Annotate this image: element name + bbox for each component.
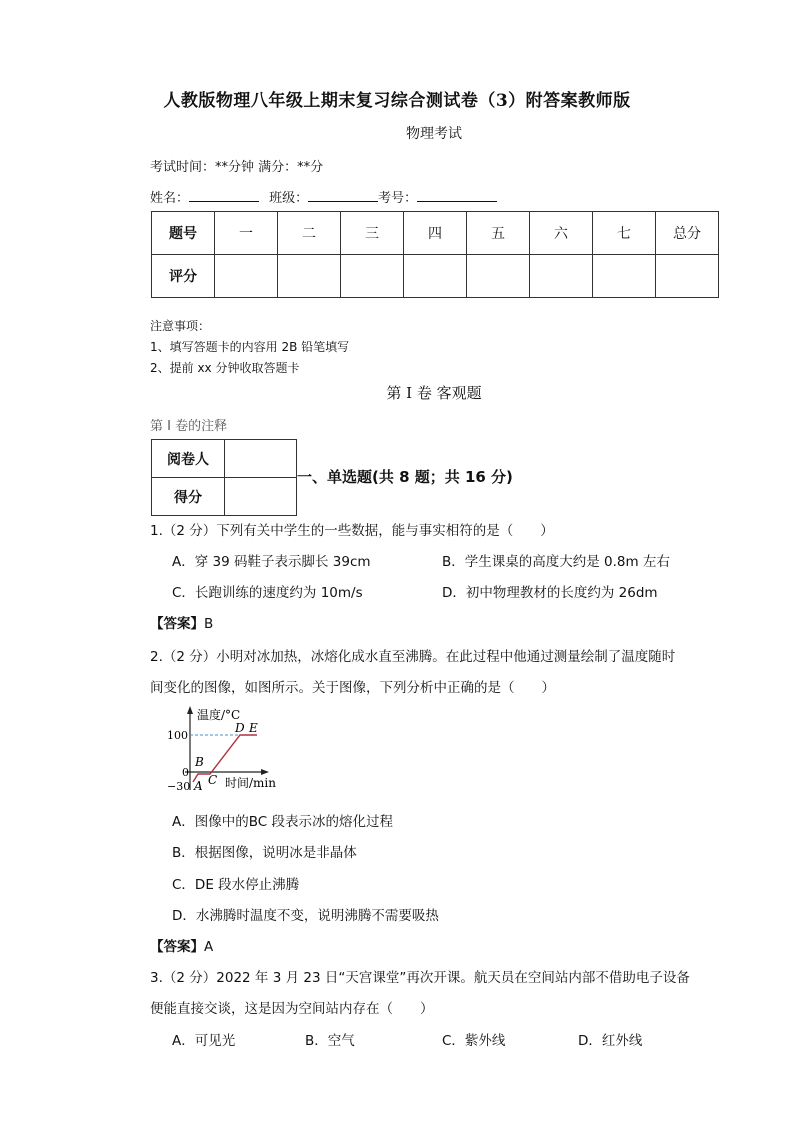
name-label: 姓名： [150, 191, 190, 206]
class-label: 班级： [269, 191, 309, 206]
point-c-label: C [208, 773, 218, 787]
score-cell[interactable] [341, 255, 404, 298]
score-table [151, 211, 719, 298]
notes-item: 1、填写答题卡的内容用 2B 铅笔填写 [150, 340, 350, 354]
score-header-cell: 总分 [656, 212, 719, 255]
tick-100: 100 [167, 729, 188, 742]
question-2-option-d[interactable]: D．水沸腾时温度不变，说明沸腾不需要吸热 [172, 908, 439, 924]
number-label: 考号： [378, 191, 418, 206]
score-row-label: 评分 [152, 255, 215, 298]
score-table-header-row [152, 212, 719, 255]
part1-heading: 一、单选题(共 8 题；共 16 分) [297, 468, 513, 486]
notes-item: 2、提前 xx 分钟收取答题卡 [150, 361, 300, 375]
answer-value: A [204, 939, 214, 955]
question-3-stem-line1: 3.（2 分）2022 年 3 月 23 日“天宫课堂”再次开课。航天员在空间站内部不借助电子设备 [150, 970, 690, 986]
score-header-cell: 四 [404, 212, 467, 255]
question-3-option-b[interactable]: B．空气 [305, 1033, 355, 1049]
point-a-label: A [194, 779, 203, 793]
score-cell[interactable] [467, 255, 530, 298]
question-3-option-a[interactable]: A．可见光 [172, 1033, 236, 1049]
question-2-answer [150, 935, 213, 955]
answer-label: 【答案】 [150, 616, 204, 632]
score-table-score-row [152, 255, 719, 298]
number-blank[interactable] [417, 189, 497, 202]
x-axis-label: 时间/min [225, 776, 276, 790]
temperature-time-graph [165, 702, 300, 797]
score-cell[interactable] [530, 255, 593, 298]
score-cell[interactable] [404, 255, 467, 298]
score-header-cell: 五 [467, 212, 530, 255]
question-1-stem: 1.（2 分）下列有关中学生的一些数据，能与事实相符的是（ ） [150, 523, 554, 539]
score-cell[interactable] [656, 255, 719, 298]
question-1-answer [150, 612, 213, 632]
question-3-option-c[interactable]: C．紫外线 [442, 1033, 506, 1049]
document-subtitle: 物理考试 [406, 126, 462, 142]
reviewer-score-cell[interactable] [225, 478, 297, 516]
reviewer-table [151, 439, 297, 516]
document-title: 人教版物理八年级上期末复习综合测试卷（3）附答案教师版 [163, 91, 631, 111]
score-cell[interactable] [215, 255, 278, 298]
question-3-stem-line2: 便能直接交谈，这是因为空间站内存在（ ） [150, 1001, 434, 1017]
score-header-cell: 一 [215, 212, 278, 255]
question-2-option-c[interactable]: C．DE 段水停止沸腾 [172, 877, 300, 893]
question-2-option-b[interactable]: B．根据图像，说明冰是非晶体 [172, 845, 357, 861]
reviewer-cell[interactable] [225, 440, 297, 478]
question-1-option-b[interactable]: B．学生课桌的高度大约是 0.8m 左右 [442, 554, 670, 570]
score-header-cell: 七 [593, 212, 656, 255]
point-d-label: D [235, 721, 245, 735]
score-cell[interactable] [278, 255, 341, 298]
question-1-option-a[interactable]: A．穿 39 码鞋子表示脚长 39cm [172, 554, 371, 570]
score-cell[interactable] [593, 255, 656, 298]
student-fields [150, 187, 497, 206]
name-blank[interactable] [189, 189, 259, 202]
exam-info: 考试时间：**分钟 满分：**分 [150, 160, 324, 175]
reviewer-label: 阅卷人 [152, 440, 225, 478]
score-header-cell: 题号 [152, 212, 215, 255]
y-axis-label: 温度/°C [197, 708, 241, 722]
answer-label: 【答案】 [150, 939, 204, 955]
point-b-label: B [195, 755, 204, 769]
section-title: 第 I 卷 客观题 [386, 384, 482, 402]
point-e-label: E [249, 721, 258, 735]
notes-title: 注意事项： [150, 319, 211, 333]
question-2-stem-line1: 2.（2 分）小明对冰加热，冰熔化成水直至沸腾。在此过程中他通过测量绘制了温度随时 [150, 649, 676, 665]
score-header-cell: 三 [341, 212, 404, 255]
tick-neg30: −30 [167, 780, 191, 793]
x-axis-arrow-icon [261, 769, 269, 775]
section-note: 第 I 卷的注释 [150, 419, 228, 434]
y-axis-arrow-icon [187, 706, 193, 714]
class-blank[interactable] [308, 189, 378, 202]
reviewer-score-label: 得分 [152, 478, 225, 516]
question-2-stem-line2: 间变化的图像，如图所示。关于图像，下列分析中正确的是（ ） [150, 680, 555, 696]
score-header-cell: 六 [530, 212, 593, 255]
score-header-cell: 二 [278, 212, 341, 255]
answer-value: B [204, 616, 214, 632]
question-3-option-d[interactable]: D．红外线 [578, 1033, 643, 1049]
question-1-option-d[interactable]: D．初中物理教材的长度约为 26dm [442, 585, 658, 601]
question-2-option-a[interactable]: A．图像中的BC 段表示冰的熔化过程 [172, 814, 393, 830]
question-1-option-c[interactable]: C．长跑训练的速度约为 10m/s [172, 585, 363, 601]
notes [150, 316, 349, 379]
tick-0: 0 [182, 766, 189, 779]
